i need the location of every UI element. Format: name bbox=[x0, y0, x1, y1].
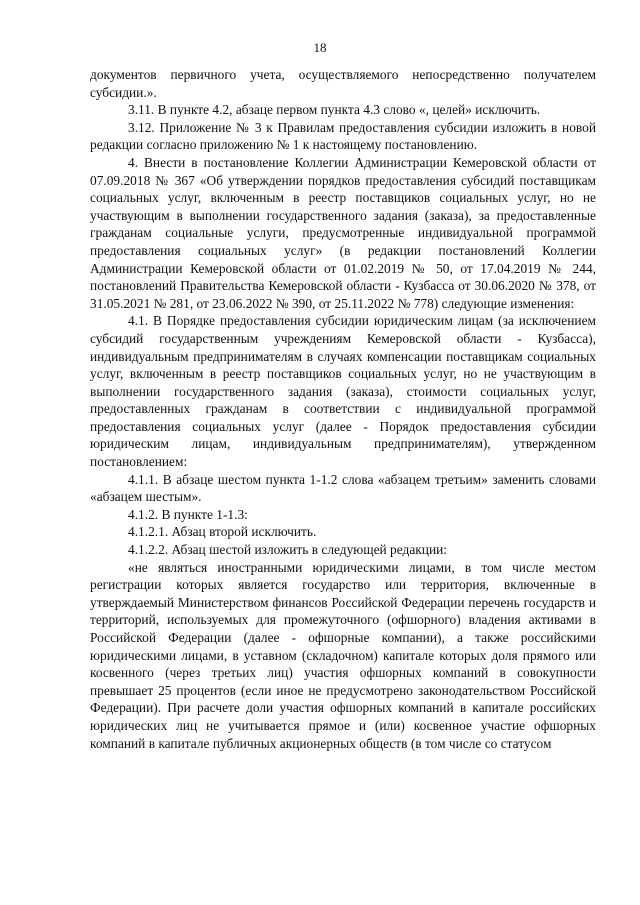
paragraph-4-1-2-1: 4.1.2.1. Абзац второй исключить. bbox=[128, 524, 317, 540]
paragraph-3-11: 3.11. В пункте 4.2, абзаце первом пункта 4.3 слово «, целей» исключить. bbox=[128, 102, 541, 118]
paragraph-continuation: документов первичного учета, осуществляемого непосредственно получателем субсидии.». bbox=[90, 67, 596, 100]
paragraph-quoted-text: «не являться иностранными юридическими лицами, в том числе местом регистрации которых является государство или территория, включенные в утверждаемый Министерством финансов Российской Федерации перечень государств и территорий, используемых для промежуточного (офшорного) владения активами в Российской Федерации (далее - офшорные компании), а также российскими юридическими лицами, в уставном (складочном) капитале которых доля прямого или косвенного (через третьих лиц) участия офшорных компаний в совокупности превышает 25 процентов (если иное не предусмотрено законодательством Российской Федерации). При расчете доли участия офшорных компаний в капитале российских юридических лиц не учитывается прямое и (или) косвенное участие офшорных компаний в капитале публичных акционерных обществ (в том числе со статусом bbox=[90, 559, 596, 751]
paragraph-3-12: 3.12. Приложение № 3 к Правилам предоставления субсидии изложить в новой редакции согласно приложению № 1 к настоящему постановлению. bbox=[90, 119, 596, 153]
paragraph-4-1-2: 4.1.2. В пункте 1-1.3: bbox=[128, 506, 248, 522]
paragraph-4-1-1: 4.1.1. В абзаце шестом пункта 1-1.2 слова «абзацем третьим» заменить словами «абзацем шестым». bbox=[90, 471, 596, 505]
paragraph-4-1-2-2: 4.1.2.2. Абзац шестой изложить в следующей редакции: bbox=[128, 542, 447, 558]
paragraph-4-1: 4.1. В Порядке предоставления субсидии юридическим лицам (за исключением субсидий государственным учреждениям Кемеровской области - Кузбасса), индивидуальным предпринимателям в случаях компенсации поставщикам социальных услуг, включенным в реестр поставщиков социальных услуг, но не участвующим в выполнении государственного задания (заказа), стоимости социальных услуг, предоставленных гражданам в соответствии с индивидуальной программой предоставления социальных услуг (далее - Порядок предоставления субсидии юридическим лицам, индивидуальным предпринимателям), утвержденном постановлением: bbox=[90, 313, 596, 470]
page-number: 18 bbox=[313, 40, 327, 55]
document-body bbox=[90, 66, 596, 752]
paragraph-4: 4. Внести в постановление Коллегии Администрации Кемеровской области от 07.09.2018 № 367 «Об утверждении порядков предоставления субсидий поставщикам социальных услуг, включенным в реестр поставщиков социальных услуг, но не участвующим в выполнении государственного задания (заказа), за предоставленные гражданам социальные услуги, предусмотренные индивидуальной программой предоставления социальных услуг» (в редакции постановлений Коллегии Администрации Кемеровской области от 01.02.2019 № 50, от 17.04.2019 № 244, постановлений Правительства Кемеровской области - Кузбасса от 30.06.2020 № 378, от 31.05.2021 № 281, от 23.06.2022 № 390, от 25.11.2022 № 778) следующие изменения: bbox=[90, 154, 596, 311]
